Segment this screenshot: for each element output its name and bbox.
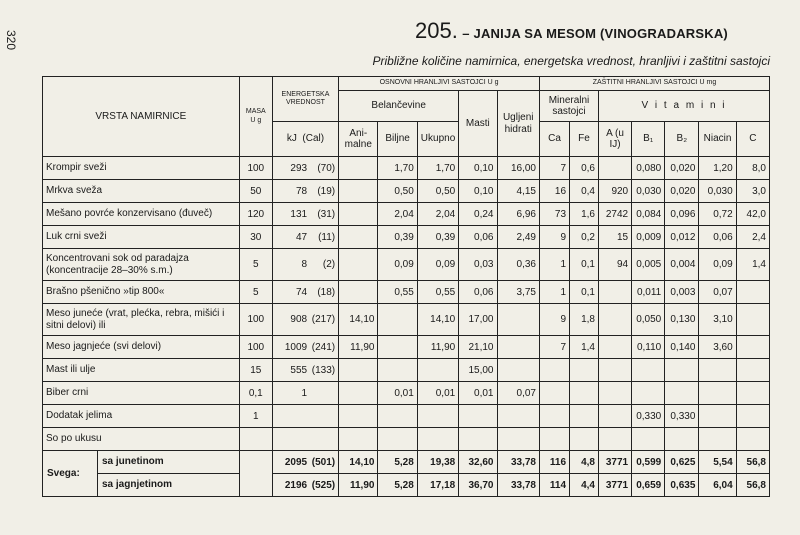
masti-cell [459, 428, 497, 451]
b2-cell: 0,140 [665, 336, 699, 359]
ca-cell: 1 [540, 249, 570, 281]
c-cell [736, 336, 769, 359]
b1-cell: 0,011 [632, 281, 665, 304]
c-cell [736, 359, 769, 382]
kj-value: 131 [290, 208, 308, 220]
ca-cell: 16 [540, 180, 570, 203]
header-energetska: ENERGETSKA VREDNOST [272, 77, 338, 122]
ingredient-name: Biber crni [43, 382, 240, 405]
ugh-cell [497, 428, 540, 451]
table-body [43, 157, 770, 497]
ni-cell: 3,10 [699, 304, 736, 336]
ugh-cell [497, 405, 540, 428]
b1-cell [632, 359, 665, 382]
masti-cell: 0,10 [459, 157, 497, 180]
kj-value: 1 [301, 387, 308, 399]
mass-cell: 50 [239, 180, 272, 203]
cal-value: (2) [322, 259, 336, 270]
uk-cell: 0,55 [417, 281, 458, 304]
masti-cell: 17,00 [459, 304, 497, 336]
header-animalne: Ani-malne [339, 122, 378, 157]
bilj-cell: 1,70 [378, 157, 417, 180]
b2-cell [665, 428, 699, 451]
fe-cell: 0,4 [570, 180, 599, 203]
header-kj-cal [272, 122, 338, 157]
bilj-cell: 0,50 [378, 180, 417, 203]
energy-cell [272, 304, 338, 336]
masti-cell: 0,01 [459, 382, 497, 405]
bilj-cell [378, 405, 417, 428]
mass-cell: 15 [239, 359, 272, 382]
recipe-number: 205. [415, 18, 458, 43]
b1-cell: 0,030 [632, 180, 665, 203]
uk-cell [417, 359, 458, 382]
ca-cell: 73 [540, 203, 570, 226]
header-c: C [736, 122, 769, 157]
bilj-cell: 0,09 [378, 249, 417, 281]
table-row [43, 249, 770, 281]
energy-cell [272, 405, 338, 428]
energy-cell [272, 451, 338, 474]
anim-cell [339, 157, 378, 180]
b2-cell: 0,130 [665, 304, 699, 336]
ugh-cell: 2,49 [497, 226, 540, 249]
cal-value: (70) [317, 162, 336, 174]
fe-cell: 0,2 [570, 226, 599, 249]
ni-cell: 0,06 [699, 226, 736, 249]
cal-value: (18) [317, 286, 336, 298]
ca-cell: 1 [540, 281, 570, 304]
table-row [43, 336, 770, 359]
bilj-cell: 2,04 [378, 203, 417, 226]
cal-value: (133) [311, 364, 336, 376]
ni-cell: 1,20 [699, 157, 736, 180]
bilj-total-cell: 5,28 [378, 474, 417, 497]
b1-cell: 0,084 [632, 203, 665, 226]
b2-total-cell: 0,635 [665, 474, 699, 497]
energy-cell [272, 382, 338, 405]
fe-cell: 1,6 [570, 203, 599, 226]
ingredient-name: Koncentrovani sok od paradajza (koncentracije 28–30% s.m.) [43, 249, 240, 281]
table-row [43, 359, 770, 382]
fe-cell [570, 359, 599, 382]
anim-total-cell: 14,10 [339, 451, 378, 474]
bilj-cell [378, 336, 417, 359]
header-masti: Masti [459, 91, 497, 157]
ca-cell [540, 382, 570, 405]
ni-cell [699, 382, 736, 405]
b1-cell: 0,330 [632, 405, 665, 428]
energy-cell [272, 157, 338, 180]
ni-cell [699, 428, 736, 451]
a-cell [599, 359, 632, 382]
mass-cell: 5 [239, 249, 272, 281]
ingredient-name: Luk crni sveži [43, 226, 240, 249]
ca-cell: 7 [540, 157, 570, 180]
uk-total-cell: 17,18 [417, 474, 458, 497]
energy-cell [272, 180, 338, 203]
header-vitamini: V i t a m i n i [599, 91, 770, 122]
anim-cell [339, 203, 378, 226]
uk-cell: 0,09 [417, 249, 458, 281]
ni-cell: 0,09 [699, 249, 736, 281]
table-row [43, 382, 770, 405]
ca-cell: 7 [540, 336, 570, 359]
ca-cell: 9 [540, 226, 570, 249]
anim-cell [339, 428, 378, 451]
kj-value: 2095 [284, 456, 308, 468]
energy-cell [272, 281, 338, 304]
ugh-cell: 0,07 [497, 382, 540, 405]
ni-total-cell: 5,54 [699, 451, 736, 474]
ca-cell: 9 [540, 304, 570, 336]
b2-cell: 0,004 [665, 249, 699, 281]
total-name: sa jagnjetinom [102, 479, 173, 491]
mass-cell: 5 [239, 281, 272, 304]
total-name: sa junetinom [98, 451, 239, 474]
b1-total-cell: 0,659 [632, 474, 665, 497]
a-cell [599, 428, 632, 451]
energy-cell [272, 226, 338, 249]
kj-value: 1009 [284, 341, 308, 353]
ingredient-name: Meso juneće (vrat, plećka, rebra, mišići i sitni delovi) ili [43, 304, 240, 336]
b1-cell: 0,050 [632, 304, 665, 336]
kj-value: 8 [301, 259, 308, 270]
a-total-cell: 3771 [599, 474, 632, 497]
uk-cell: 11,90 [417, 336, 458, 359]
ingredient-name: Mešano povrće konzervisano (đuveč) [43, 203, 240, 226]
anim-cell [339, 359, 378, 382]
energy-cell [272, 203, 338, 226]
uk-cell [417, 428, 458, 451]
total-label-cell [43, 451, 240, 497]
c-cell [736, 281, 769, 304]
b1-cell: 0,080 [632, 157, 665, 180]
masti-total-cell: 36,70 [459, 474, 497, 497]
masti-cell [459, 405, 497, 428]
a-total-cell: 3771 [599, 451, 632, 474]
ingredient-name: Dodatak jelima [43, 405, 240, 428]
page-title [415, 18, 728, 44]
uk-cell: 14,10 [417, 304, 458, 336]
ni-cell: 3,60 [699, 336, 736, 359]
header-kj: kJ [286, 133, 297, 145]
ingredient-name: Mrkva sveža [43, 180, 240, 203]
ni-cell [699, 405, 736, 428]
ugh-total-cell: 33,78 [497, 451, 540, 474]
c-cell [736, 382, 769, 405]
b1-cell: 0,110 [632, 336, 665, 359]
b2-cell: 0,003 [665, 281, 699, 304]
energy-cell [272, 249, 338, 281]
a-cell [599, 281, 632, 304]
table-row [43, 405, 770, 428]
ugh-cell: 3,75 [497, 281, 540, 304]
header-belancevine: Belančevine [339, 91, 459, 122]
a-cell [599, 157, 632, 180]
anim-cell: 11,90 [339, 336, 378, 359]
recipe-title: – JANIJA SA MESOM (VINOGRADARSKA) [462, 26, 728, 41]
masti-cell: 0,06 [459, 226, 497, 249]
fe-cell: 0,6 [570, 157, 599, 180]
nutrition-table [42, 76, 770, 497]
b1-cell: 0,005 [632, 249, 665, 281]
anim-cell [339, 382, 378, 405]
mass-cell: 100 [239, 304, 272, 336]
fe-cell [570, 405, 599, 428]
ingredient-name: Brašno pšenično »tip 800« [43, 281, 240, 304]
table-row [43, 226, 770, 249]
b1-cell [632, 428, 665, 451]
kj-value: 908 [290, 314, 308, 325]
bilj-cell [378, 359, 417, 382]
bilj-total-cell: 5,28 [378, 451, 417, 474]
cal-value: (31) [317, 208, 336, 220]
a-cell: 94 [599, 249, 632, 281]
header-fe: Fe [570, 122, 599, 157]
mass-cell: 0,1 [239, 382, 272, 405]
ca-cell [540, 428, 570, 451]
cal-value: (19) [317, 185, 336, 197]
anim-cell [339, 180, 378, 203]
ni-cell [699, 359, 736, 382]
table-row [43, 281, 770, 304]
total-row [43, 451, 770, 474]
a-cell: 920 [599, 180, 632, 203]
bilj-cell: 0,55 [378, 281, 417, 304]
uk-cell: 0,01 [417, 382, 458, 405]
kj-value: 555 [290, 364, 308, 376]
kj-value: 78 [295, 185, 308, 197]
anim-cell [339, 249, 378, 281]
b2-cell [665, 359, 699, 382]
table-row [43, 428, 770, 451]
uk-cell: 2,04 [417, 203, 458, 226]
fe-cell: 0,1 [570, 249, 599, 281]
a-cell [599, 304, 632, 336]
masti-cell: 0,10 [459, 180, 497, 203]
table-row [43, 304, 770, 336]
ugh-cell [497, 304, 540, 336]
kj-value: 47 [295, 231, 308, 243]
fe-total-cell: 4,4 [570, 474, 599, 497]
b2-cell: 0,020 [665, 157, 699, 180]
ingredient-name: Mast ili ulje [43, 359, 240, 382]
fe-total-cell: 4,8 [570, 451, 599, 474]
fe-cell: 1,4 [570, 336, 599, 359]
c-cell: 3,0 [736, 180, 769, 203]
anim-total-cell: 11,90 [339, 474, 378, 497]
svega-label: Svega: [43, 451, 98, 496]
header-vrsta: VRSTA NAMIRNICE [43, 77, 240, 157]
bilj-cell: 0,39 [378, 226, 417, 249]
header-masa: MASA U g [239, 77, 272, 157]
fe-cell: 0,1 [570, 281, 599, 304]
ca-total-cell: 114 [540, 474, 570, 497]
header-b1: B₁ [632, 122, 665, 157]
mass-cell: 100 [239, 336, 272, 359]
energy-cell [272, 428, 338, 451]
mass-cell: 1 [239, 405, 272, 428]
fe-cell [570, 428, 599, 451]
cal-value: (217) [311, 314, 336, 325]
total-mass-cell [239, 451, 272, 497]
b2-cell: 0,020 [665, 180, 699, 203]
kj-value: 293 [290, 162, 308, 174]
header-b2: B₂ [665, 122, 699, 157]
ugh-total-cell: 33,78 [497, 474, 540, 497]
uk-cell [417, 405, 458, 428]
header-osnovni: OSNOVNI HRANLJIVI SASTOJCI U g [339, 77, 540, 91]
ugh-cell [497, 336, 540, 359]
masti-cell: 0,06 [459, 281, 497, 304]
c-total-cell: 56,8 [736, 474, 769, 497]
table-row [43, 203, 770, 226]
cal-value: (11) [318, 231, 336, 243]
header-biljne: Biljne [378, 122, 417, 157]
c-cell [736, 304, 769, 336]
uk-cell: 0,39 [417, 226, 458, 249]
anim-cell [339, 226, 378, 249]
ni-total-cell: 6,04 [699, 474, 736, 497]
b2-total-cell: 0,625 [665, 451, 699, 474]
kj-value: 74 [295, 286, 308, 298]
ni-cell: 0,030 [699, 180, 736, 203]
uk-cell: 0,50 [417, 180, 458, 203]
a-cell [599, 336, 632, 359]
anim-cell [339, 405, 378, 428]
mass-cell: 120 [239, 203, 272, 226]
ni-cell: 0,07 [699, 281, 736, 304]
ugh-cell: 16,00 [497, 157, 540, 180]
uk-cell: 1,70 [417, 157, 458, 180]
energy-cell [272, 359, 338, 382]
b1-total-cell: 0,599 [632, 451, 665, 474]
a-cell: 15 [599, 226, 632, 249]
ugh-cell: 6,96 [497, 203, 540, 226]
c-cell: 1,4 [736, 249, 769, 281]
energy-cell [272, 474, 338, 497]
fe-cell: 1,8 [570, 304, 599, 336]
header-cal: (Cal) [302, 133, 325, 145]
masti-cell: 15,00 [459, 359, 497, 382]
table-row [43, 157, 770, 180]
cal-value: (501) [311, 456, 336, 468]
page-number: 320 [4, 30, 18, 51]
bilj-cell [378, 428, 417, 451]
header-ugljeni-hidrati: Ugljeni hidrati [497, 91, 540, 157]
b1-cell: 0,009 [632, 226, 665, 249]
c-cell: 42,0 [736, 203, 769, 226]
header-zastitni: ZAŠTITNI HRANLJIVI SASTOJCI U mg [540, 77, 770, 91]
bilj-cell [378, 304, 417, 336]
fe-cell [570, 382, 599, 405]
b2-cell: 0,330 [665, 405, 699, 428]
table-row [43, 180, 770, 203]
ni-cell: 0,72 [699, 203, 736, 226]
ingredient-name: Krompir sveži [43, 157, 240, 180]
masti-cell: 0,03 [459, 249, 497, 281]
ugh-cell: 4,15 [497, 180, 540, 203]
a-cell [599, 382, 632, 405]
masti-cell: 21,10 [459, 336, 497, 359]
masti-cell: 0,24 [459, 203, 497, 226]
cal-value: (525) [311, 479, 336, 491]
ca-total-cell: 116 [540, 451, 570, 474]
b2-cell: 0,012 [665, 226, 699, 249]
header-niacin: Niacin [699, 122, 736, 157]
a-cell: 2742 [599, 203, 632, 226]
ca-cell [540, 359, 570, 382]
kj-value: 2196 [284, 479, 308, 491]
energy-cell [272, 336, 338, 359]
mass-cell [239, 428, 272, 451]
uk-total-cell: 19,38 [417, 451, 458, 474]
ingredient-name: Meso jagnjeće (svi delovi) [43, 336, 240, 359]
cal-value: (241) [311, 341, 336, 353]
bilj-cell: 0,01 [378, 382, 417, 405]
header-ukupno: Ukupno [417, 122, 458, 157]
a-cell [599, 405, 632, 428]
header-vitamin-a: A (u IJ) [599, 122, 632, 157]
c-cell: 2,4 [736, 226, 769, 249]
c-cell [736, 405, 769, 428]
ca-cell [540, 405, 570, 428]
header-ca: Ca [540, 122, 570, 157]
anim-cell: 14,10 [339, 304, 378, 336]
b1-cell [632, 382, 665, 405]
mass-cell: 30 [239, 226, 272, 249]
mass-cell: 100 [239, 157, 272, 180]
b2-cell [665, 382, 699, 405]
page-subtitle: Približne količine namirnica, energetska vrednost, hranljivi i zaštitni sastojci [372, 54, 770, 68]
c-cell [736, 428, 769, 451]
ugh-cell [497, 359, 540, 382]
b2-cell: 0,096 [665, 203, 699, 226]
header-mineralni: Mineralni sastojci [540, 91, 599, 122]
ugh-cell: 0,36 [497, 249, 540, 281]
c-cell: 8,0 [736, 157, 769, 180]
anim-cell [339, 281, 378, 304]
c-total-cell: 56,8 [736, 451, 769, 474]
ingredient-name: So po ukusu [43, 428, 240, 451]
masti-total-cell: 32,60 [459, 451, 497, 474]
